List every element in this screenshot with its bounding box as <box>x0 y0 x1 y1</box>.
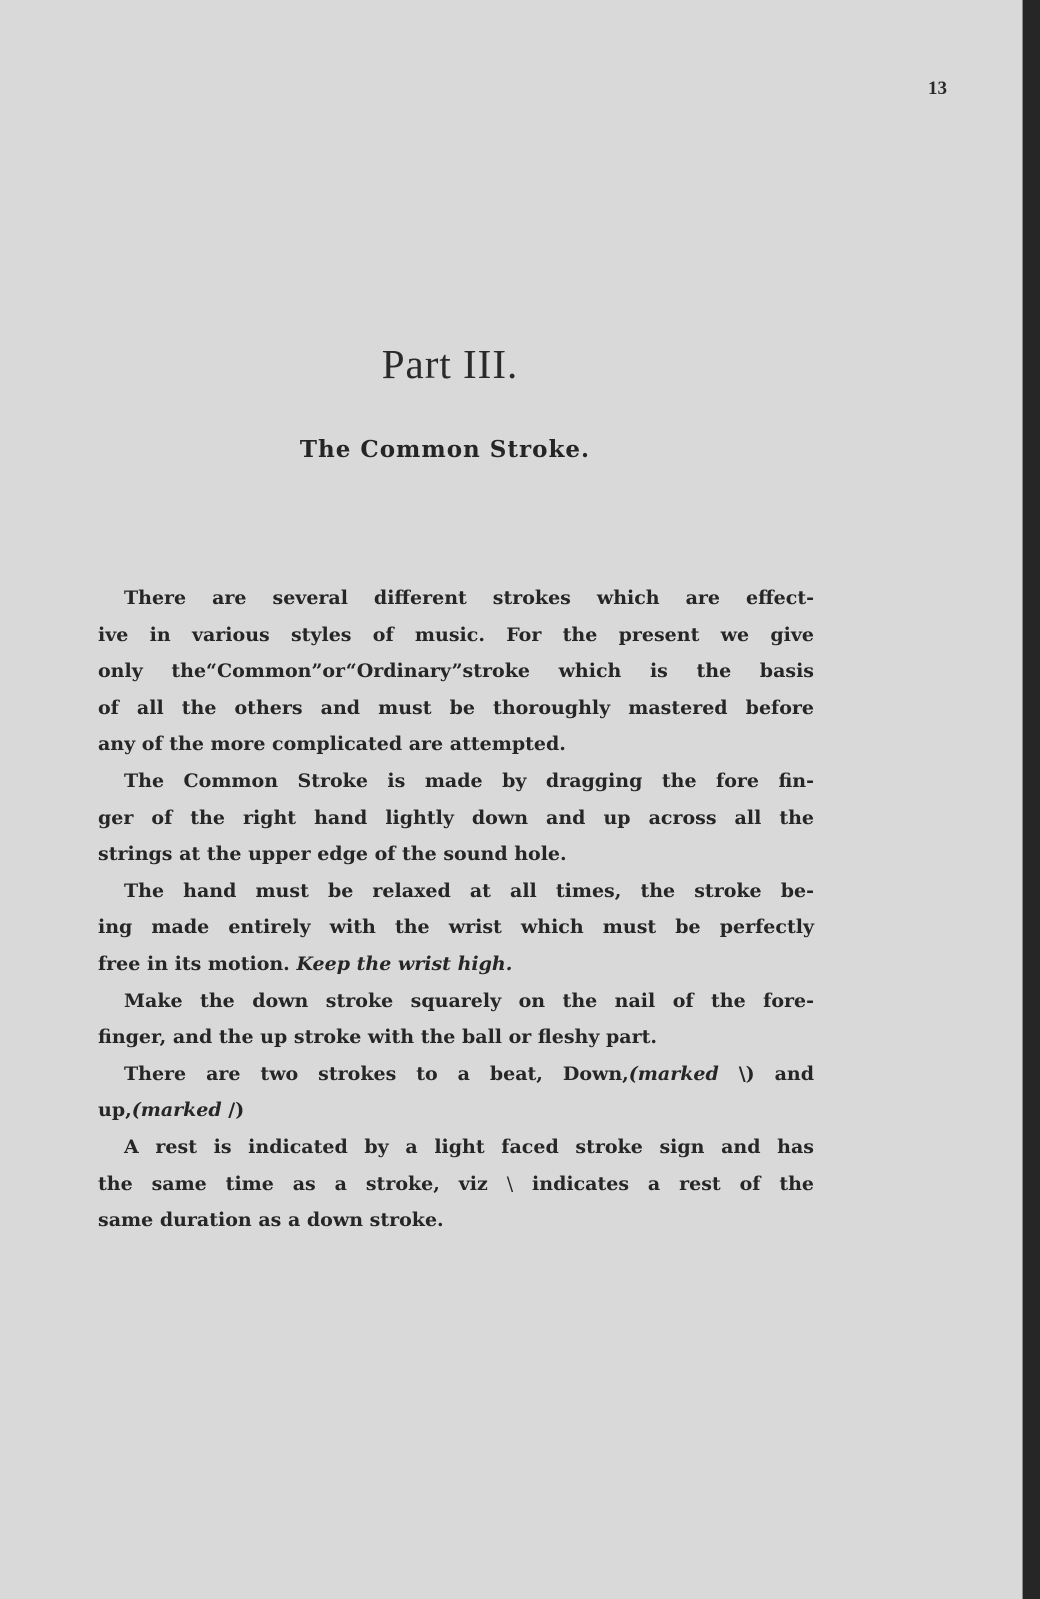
text-line <box>98 1166 814 1203</box>
text-line: A rest is indicated by a light faced stroke sign and has <box>124 1135 814 1158</box>
text-line: Make the down stroke squarely on the nail of the fore- <box>124 989 814 1012</box>
rest-mark-icon: \ <box>506 1172 514 1195</box>
part-title: Part III. <box>381 341 519 387</box>
text-line: same duration as a down stroke. <box>98 1209 444 1232</box>
text-line: only the“Common”or“Ordinary”stroke which is the basis <box>98 660 814 683</box>
down-stroke-mark-icon: \ <box>738 1062 746 1085</box>
marked-label: (marked <box>131 1099 222 1122</box>
body-text <box>98 580 814 1239</box>
section-title: The Common Stroke. <box>299 436 591 463</box>
text-line: ing made entirely with the wrist which must be perfectly <box>98 916 814 939</box>
text-run: up, <box>98 1099 132 1122</box>
text-run: free in its motion. <box>98 952 290 975</box>
page-edge-shadow <box>1022 0 1040 1599</box>
text-line: of all the others and must be thoroughly mastered before <box>98 696 814 719</box>
text-line <box>98 1092 814 1129</box>
emphasis-text: Keep the wrist high. <box>296 952 513 975</box>
text-line: finger, and the up stroke with the ball or fleshy part. <box>98 1026 657 1049</box>
text-run: ) <box>235 1099 245 1122</box>
text-run: indicates a rest of the <box>532 1172 815 1195</box>
text-run: There are two strokes to a beat, Down, <box>124 1062 629 1085</box>
text-line: ive in various styles of music. For the present we give <box>98 623 814 646</box>
text-run: ) and <box>745 1062 814 1085</box>
text-line: The Common Stroke is made by dragging the fore fin- <box>124 769 814 792</box>
text-line: any of the more complicated are attempted. <box>98 733 566 756</box>
text-line <box>98 946 814 983</box>
text-line: ger of the right hand lightly down and up across all the <box>98 806 814 829</box>
text-line: There are several different strokes which are effect- <box>124 587 814 609</box>
up-stroke-mark-icon: / <box>228 1099 236 1122</box>
page-number: 13 <box>928 78 947 99</box>
text-line: The hand must be relaxed at all times, the stroke be- <box>124 879 814 902</box>
text-line <box>98 1056 814 1093</box>
text-line: strings at the upper edge of the sound hole. <box>98 843 567 866</box>
text-run: the same time as a stroke, viz <box>98 1172 488 1195</box>
marked-label: (marked <box>628 1062 719 1085</box>
